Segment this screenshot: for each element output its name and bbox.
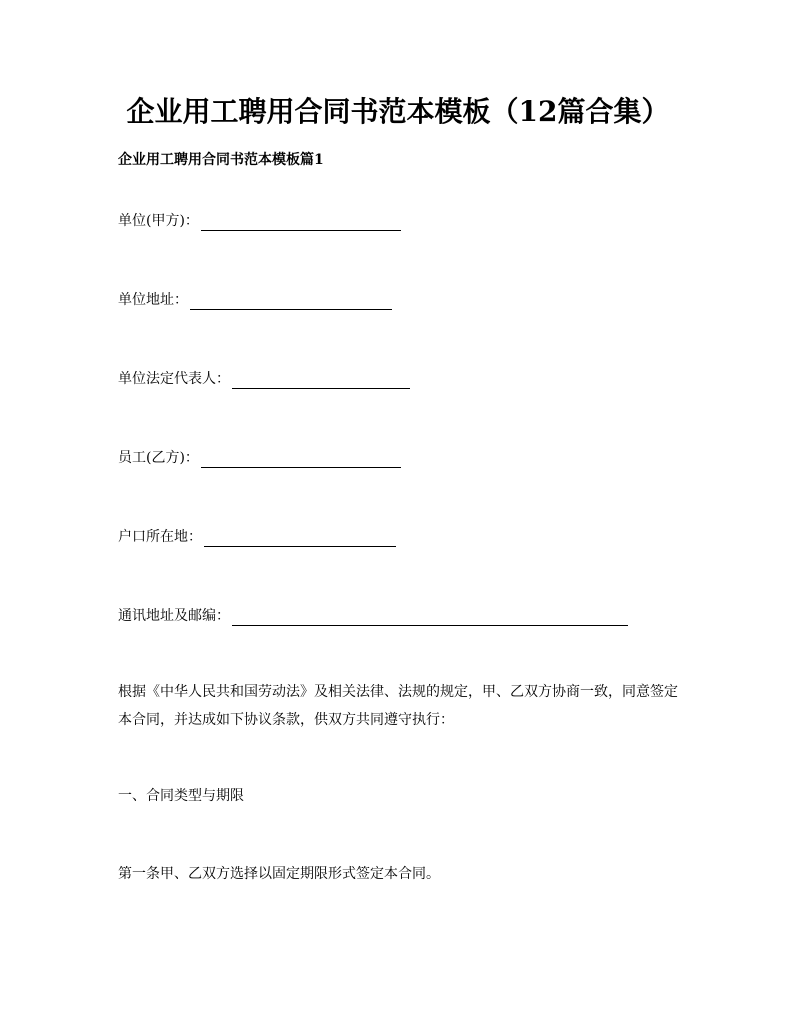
field-employer-address-label: 单位地址： bbox=[118, 292, 188, 308]
field-legal-representative bbox=[118, 369, 410, 389]
heading-contract-type: 一、合同类型与期限 bbox=[118, 788, 244, 804]
field-employer-blank bbox=[201, 214, 401, 231]
field-household-registration bbox=[118, 527, 396, 547]
field-mailing-address-blank bbox=[232, 609, 628, 626]
field-household-registration-label: 户口所在地： bbox=[118, 529, 202, 545]
clause-1: 第一条甲、乙双方选择以固定期限形式签定本合同。 bbox=[118, 866, 440, 882]
field-employee-blank bbox=[201, 451, 401, 468]
field-employee-label: 员工(乙方)： bbox=[118, 450, 199, 466]
field-employer-address bbox=[118, 290, 392, 310]
intro-paragraph: 根据《中华人民共和国劳动法》及相关法律、法规的规定，甲、乙双方协商一致，同意签定本合同，并达成如下协议条款，供双方共同遵守执行： bbox=[118, 684, 678, 728]
section-title: 企业用工聘用合同书范本模板篇1 bbox=[118, 152, 324, 168]
field-household-registration-blank bbox=[204, 530, 396, 547]
field-employer bbox=[118, 211, 401, 231]
field-legal-representative-label: 单位法定代表人： bbox=[118, 371, 230, 387]
field-mailing-address-label: 通讯地址及邮编： bbox=[118, 608, 230, 624]
field-employer-address-blank bbox=[190, 293, 392, 310]
field-legal-representative-blank bbox=[232, 372, 410, 389]
field-mailing-address bbox=[118, 606, 628, 626]
field-employer-label: 单位(甲方)： bbox=[118, 213, 199, 229]
field-employee bbox=[118, 448, 401, 468]
document-title: 企业用工聘用合同书范本模板（12篇合集） bbox=[126, 95, 670, 128]
